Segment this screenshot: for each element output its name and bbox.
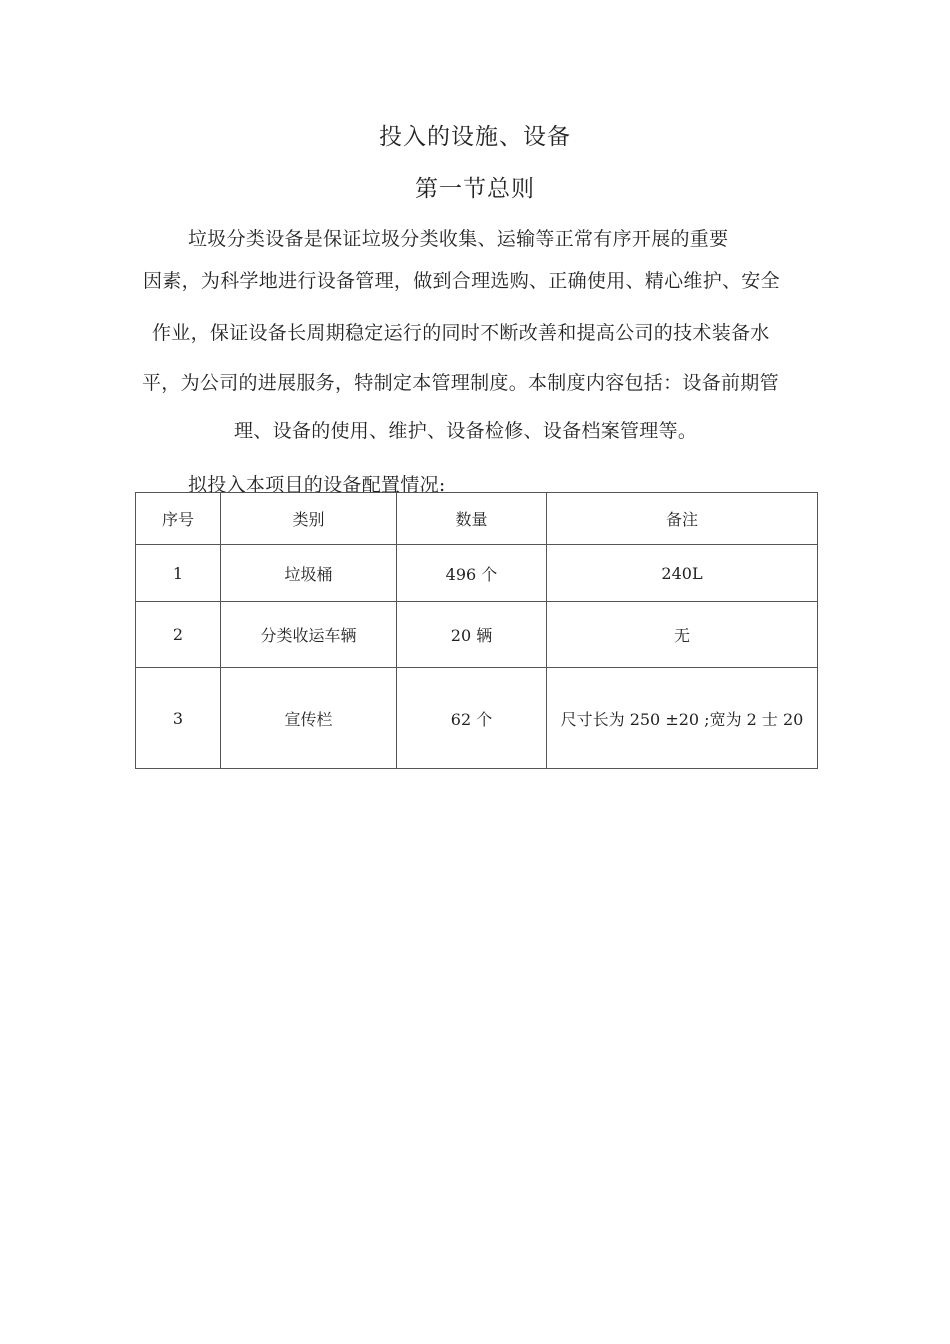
- header-index: 序号: [136, 493, 221, 545]
- paragraph-line-3: 作业，保证设备长周期稳定运行的同时不断改善和提高公司的技术装备水: [152, 322, 770, 344]
- header-quantity: 数量: [397, 493, 547, 545]
- paragraph-line-1: 垃圾分类设备是保证垃圾分类收集、运输等正常有序开展的重要: [188, 228, 729, 250]
- table-row: [136, 545, 818, 602]
- equipment-table: [135, 492, 818, 769]
- cell-quantity: 496 个: [397, 545, 547, 602]
- paragraph-line-4: 平，为公司的进展服务，特制定本管理制度。本制度内容包括：设备前期管: [142, 372, 779, 394]
- cell-index: 3: [136, 668, 221, 769]
- cell-remarks: 无: [547, 602, 818, 668]
- cell-category: 宣传栏: [221, 668, 397, 769]
- paragraph-line-5: 理、设备的使用、维护、设备检修、设备档案管理等。: [234, 420, 698, 442]
- header-category: 类别: [221, 493, 397, 545]
- cell-category: 分类收运车辆: [221, 602, 397, 668]
- cell-category: 垃圾桶: [221, 545, 397, 602]
- cell-index: 1: [136, 545, 221, 602]
- table-header-row: [136, 493, 818, 545]
- section-title: 第一节总则: [415, 176, 535, 202]
- table-row: [136, 668, 818, 769]
- paragraph-line-2: 因素，为科学地进行设备管理，做到合理选购、正确使用、精心维护、安全: [143, 270, 780, 292]
- cell-index: 2: [136, 602, 221, 668]
- cell-quantity: 20 辆: [397, 602, 547, 668]
- header-remarks: 备注: [547, 493, 818, 545]
- cell-remarks: 尺寸长为 250 ±20 ;宽为 2 士 20: [547, 668, 818, 769]
- cell-quantity: 62 个: [397, 668, 547, 769]
- cell-remarks: 240L: [547, 545, 818, 602]
- table-row: [136, 602, 818, 668]
- table-intro: 拟投入本项目的设备配置情况:: [188, 474, 446, 496]
- document-title: 投入的设施、设备: [379, 124, 571, 150]
